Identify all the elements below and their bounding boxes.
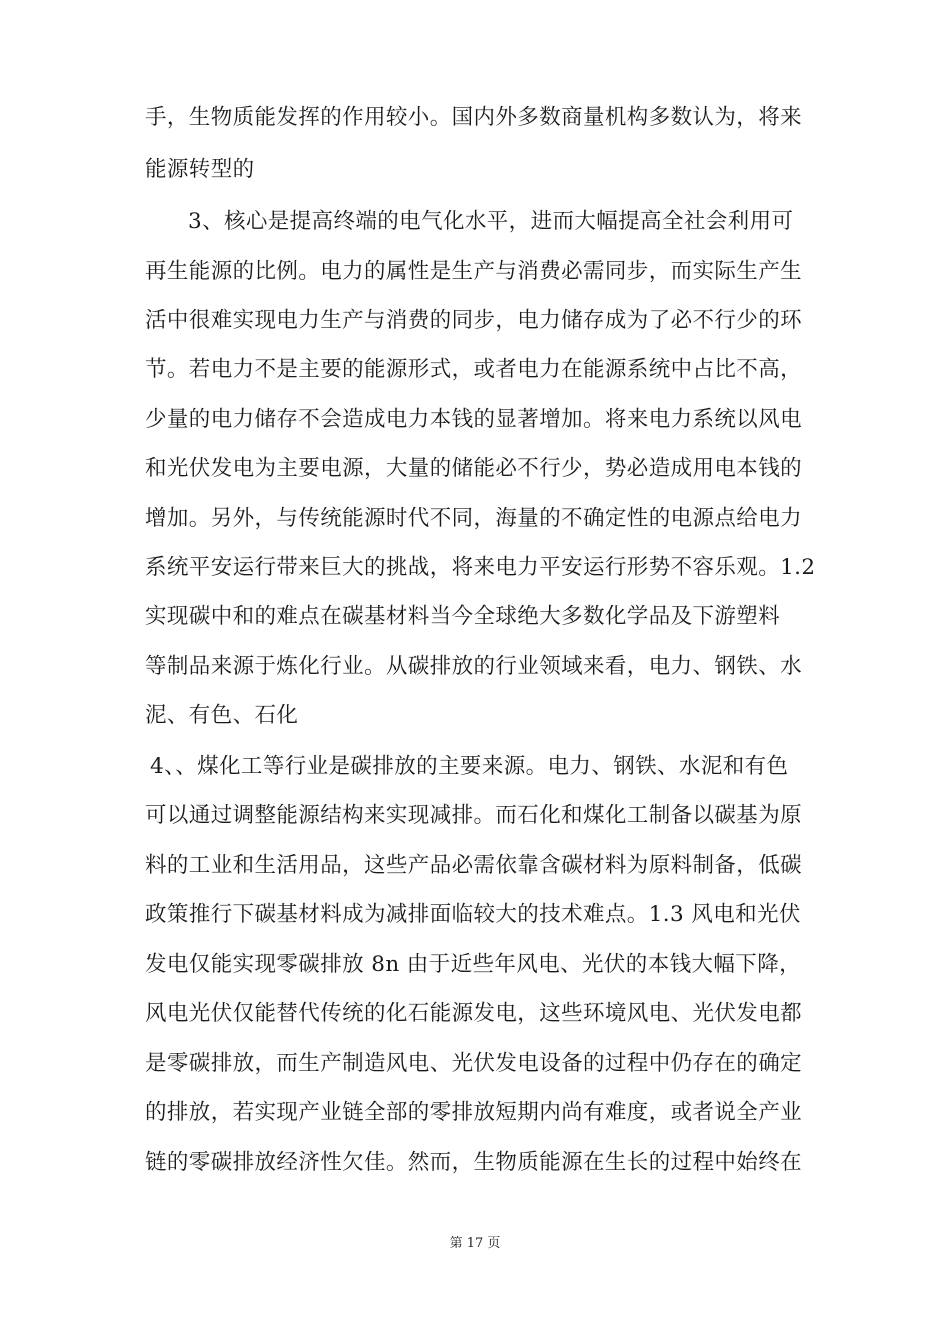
body-text-line: 手，生物质能发挥的作用较小。国内外多数商量机构多数认为，将来 [145,105,803,130]
body-text-line: 再生能源的比例。电力的属性是生产与消费必需同步，而实际生产生 [145,259,803,284]
body-text-line: 可以通过调整能源结构来实现减排。而石化和煤化工制备以碳基为原 [145,803,803,828]
body-text-line: 4、、煤化工等行业是碳排放的主要来源。电力、钢铁、水泥和有色 [150,754,789,779]
body-text-line: 增加。另外，与传统能源时代不同，海量的不确定性的电源点给电力 [145,506,803,531]
body-text-line: 系统平安运行带来巨大的挑战，将来电力平安运行形势不容乐观。1.2 [145,555,816,580]
body-text-line: 节。若电力不是主要的能源形式，或者电力在能源系统中占比不高， [145,357,803,382]
body-text-line: 活中很难实现电力生产与消费的同步，电力储存成为了必不行少的环 [145,308,803,333]
body-text-line: 链的零碳排放经济性欠佳。然而，生物质能源在生长的过程中始终在 [145,1150,803,1175]
body-text-line: 泥、有色、石化 [145,703,299,728]
body-text-line: 料的工业和生活用品，这些产品必需依靠含碳材料为原料制备，低碳 [145,853,803,878]
body-text-line: 能源转型的 [145,157,255,182]
body-text-line: 发电仅能实现零碳排放 8n 由于近些年风电、光伏的本钱大幅下降， [145,952,801,977]
body-text-line: 3、核心是提高终端的电气化水平，进而大幅提高全社会利用可 [188,209,794,234]
body-text-line: 实现碳中和的难点在碳基材料当今全球绝大多数化学品及下游塑料 [145,604,781,629]
body-text-line: 等制品来源于炼化行业。从碳排放的行业领域来看，电力、钢铁、水 [145,654,803,679]
body-text-line: 是零碳排放，而生产制造风电、光伏发电设备的过程中仍存在的确定 [145,1051,803,1076]
page-number: 第 17 页 [449,1236,501,1251]
body-text-line: 风电光伏仅能替代传统的化石能源发电，这些环境风电、光伏发电都 [145,1001,803,1026]
body-text-line: 的排放，若实现产业链全部的零排放短期内尚有难度，或者说全产业 [145,1100,803,1125]
body-text-line: 少量的电力储存不会造成电力本钱的显著增加。将来电力系统以风电 [145,407,803,432]
body-text-line: 和光伏发电为主要电源，大量的储能必不行少，势必造成用电本钱的 [145,456,803,481]
body-text-line: 政策推行下碳基材料成为减排面临较大的技术难点。1.3 风电和光伏 [145,902,801,927]
